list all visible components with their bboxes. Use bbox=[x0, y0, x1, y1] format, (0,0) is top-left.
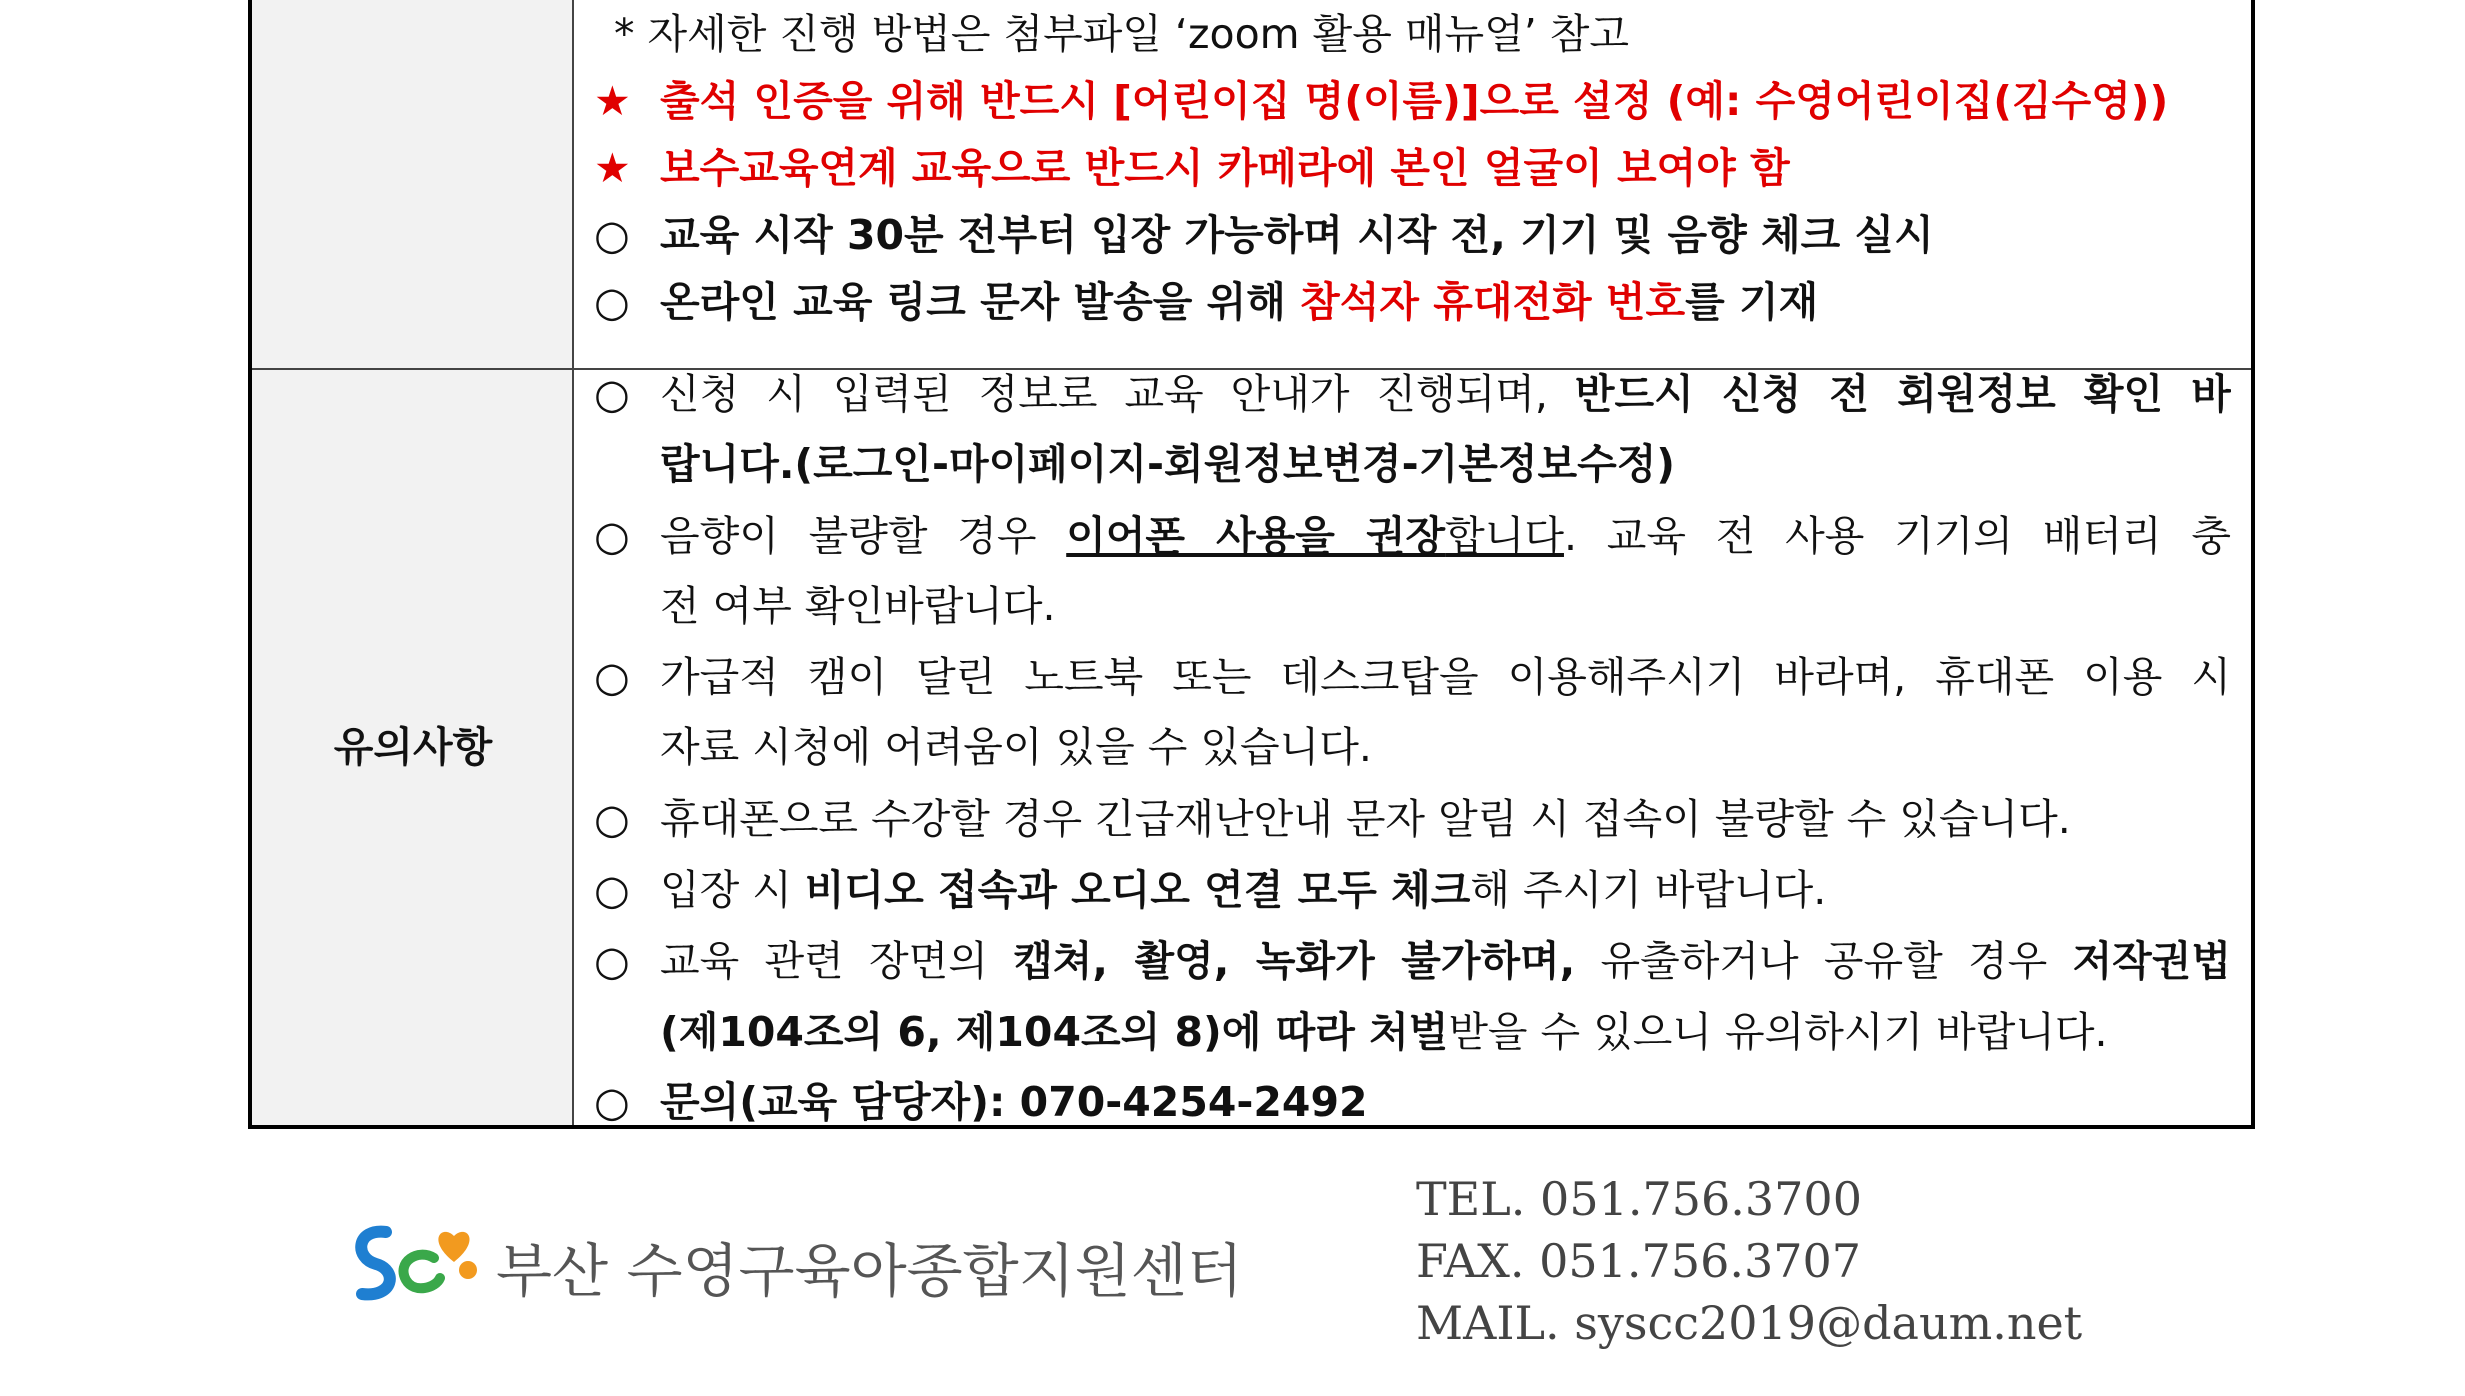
circle-bullet-icon: ○ bbox=[594, 866, 630, 914]
circle-bullet-icon: ○ bbox=[594, 795, 630, 843]
note-line-1-cont: 랍니다.(로그인-마이페이지-회원정보변경-기본정보수정) bbox=[660, 440, 1676, 488]
fax-line: FAX. 051.756.3707 bbox=[1416, 1234, 1862, 1288]
star-icon: ★ bbox=[594, 77, 631, 125]
notice-table bbox=[248, 0, 2255, 1129]
circle-bullet-icon: ○ bbox=[594, 937, 630, 985]
circle-bullet-icon: ○ bbox=[594, 512, 630, 560]
circle-bullet-icon: ○ bbox=[594, 211, 630, 259]
note-line-2-cont: 전 여부 확인바랍니다. bbox=[660, 582, 1056, 630]
circle-bullet-icon: ○ bbox=[594, 653, 630, 701]
instruction-line-manual: * 자세한 진행 방법은 첨부파일 ‘zoom 활용 매뉴얼’ 참고 bbox=[614, 10, 1629, 58]
note-line-3-cont: 자료 시청에 어려움이 있을 수 있습니다. bbox=[660, 723, 1372, 771]
section-label-notes: 유의사항 bbox=[333, 723, 493, 771]
footer-logo bbox=[346, 1214, 1246, 1310]
circle-bullet-icon: ○ bbox=[594, 1078, 630, 1126]
circle-bullet-icon: ○ bbox=[594, 278, 630, 326]
organization-name: 부산 수영구육아종합지원센터 bbox=[496, 1237, 1243, 1305]
star-icon: ★ bbox=[594, 144, 631, 192]
note-line-3: ○ 가급적 캠이 달린 노트북 또는 데스크탑을 이용해주시기 바라며, 휴대폰 이용 시 bbox=[594, 649, 2231, 705]
note-line-6-cont: (제104조의 6, 제104조의 8)에 따라 처벌받을 수 있으니 유의하시기 바랍니다. bbox=[660, 1008, 2108, 1056]
note-line-5: ○ 입장 시 비디오 접속과 오디오 연결 모두 체크해 주시기 바랍니다. bbox=[594, 862, 2231, 918]
tel-line: TEL. 051.756.3700 bbox=[1416, 1172, 1862, 1226]
note-line-7-contact: ○ 문의(교육 담당자): 070-4254-2492 bbox=[594, 1074, 2231, 1130]
label-column bbox=[252, 0, 574, 1125]
note-line-4: ○ 휴대폰으로 수강할 경우 긴급재난안내 문자 알림 시 접속이 불량할 수 있습니다. bbox=[594, 791, 2231, 847]
contact-info bbox=[1416, 1168, 2082, 1354]
instruction-line-attendance: ★ 출석 인증을 위해 반드시 [어린이집 명(이름)]으로 설정 (예: 수영어린이집(김수영)) bbox=[594, 73, 2231, 129]
mail-line: MAIL. syscc2019@daum.net bbox=[1416, 1296, 2083, 1350]
instruction-line-phone: ○ 온라인 교육 링크 문자 발송을 위해 참석자 휴대전화 번호를 기재 bbox=[594, 274, 2231, 330]
organization-logo-icon bbox=[346, 1214, 486, 1310]
instruction-line-entry: ○ 교육 시작 30분 전부터 입장 가능하며 시작 전, 기기 및 음향 체크 실시 bbox=[594, 207, 2231, 263]
note-line-2: ○ 음향이 불량할 경우 이어폰 사용을 권장합니다. 교육 전 사용 기기의 배터리 충 bbox=[594, 508, 2231, 564]
circle-bullet-icon: ○ bbox=[594, 370, 630, 418]
instruction-line-camera: ★ 보수교육연계 교육으로 반드시 카메라에 본인 얼굴이 보여야 함 bbox=[594, 140, 2231, 196]
note-line-1: ○ 신청 시 입력된 정보로 교육 안내가 진행되며, 반드시 신청 전 회원정보 확인 바 bbox=[594, 366, 2231, 422]
note-line-6: ○ 교육 관련 장면의 캡쳐, 촬영, 녹화가 불가하며, 유출하거나 공유할 경우 저작권법 bbox=[594, 933, 2231, 989]
